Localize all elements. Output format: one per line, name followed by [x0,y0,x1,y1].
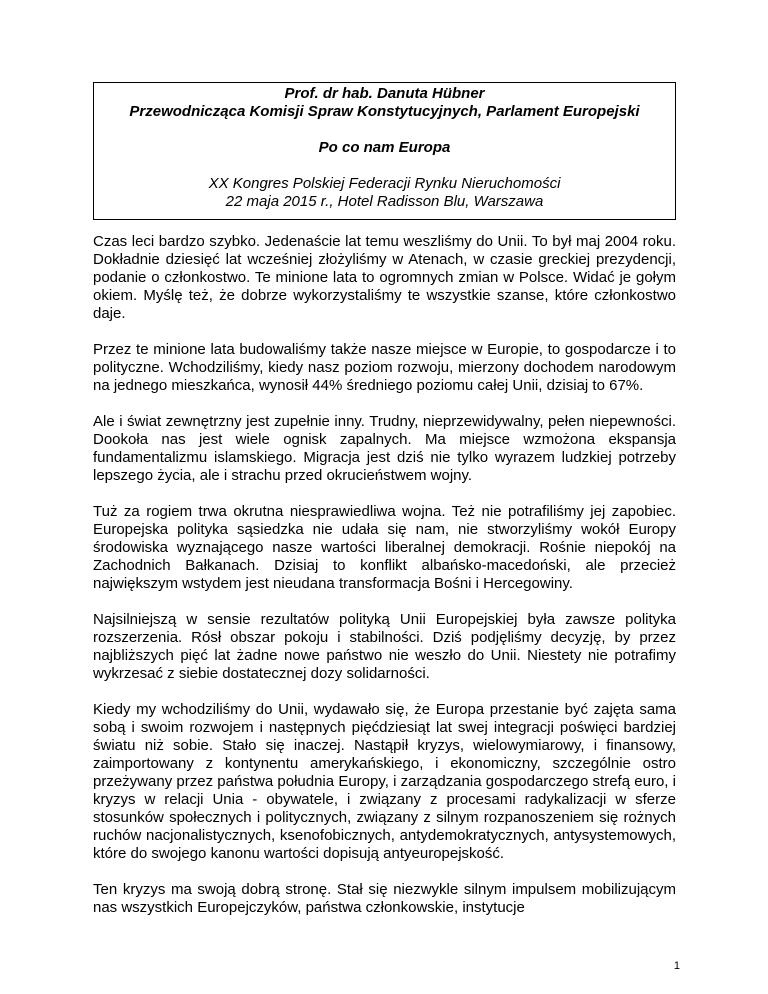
author-position: Przewodnicząca Komisji Spraw Konstytucyjnych, Parlament Europejski [129,103,640,120]
author-name: Prof. dr hab. Danuta Hübner [284,85,485,102]
paragraph: Ten kryzys ma swoją dobrą stronę. Stał się niezwykle silnym impulsem mobilizującym nas wszystkich Europejczyków, państwa członkowskie, instytucje [93,881,676,916]
paragraph: Tuż za rogiem trwa okrutna niesprawiedliwa wojna. Też nie potrafiliśmy jej zapobiec. Europejska polityka sąsiedzka nie udała się nam, nie stworzyliśmy wokół Europy środowiska wyznającego nasze wartości liberalnej demokracji. Rośnie niepokój na Zachodnich Bałkanach. Dzisiaj to konflikt albańsko-macedoński, ale przecież największym wstydem jest nieudana transformacja Bośni i Hercegowiny. [93,503,676,592]
paragraph: Najsilniejszą w sensie rezultatów polityką Unii Europejskiej była zawsze polityka rozszerzenia. Rósł obszar pokoju i stabilności. Dziś podjęliśmy decyzję, by przez najbliższych pięć lat żadne nowe państwo nie weszło do Unii. Niestety nie potrafimy wykrzesać z siebie dostatecznej dozy solidarności. [93,611,676,682]
paragraph: Kiedy my wchodziliśmy do Unii, wydawało się, że Europa przestanie być zajęta sama sobą i swoim rozwojem i następnych pięćdziesiąt lat swej integracji poświęci bardziej światu niż sobie. Stało się inaczej. Nastąpił kryzys, wielowymiarowy, i finansowy, zaimportowany z kontynentu amerykańskiego, i ekonomiczny, szczególnie ostro przeżywany przez państwa południa Europy, i zarządzania gospodarczego strefą euro, i kryzys w relacji Unia - obywatele, i związany z procesami radykalizacji w sferze stosunków społecznych i politycznych, związany z silnym rozpanoszeniem się rożnych ruchów nacjonalistycznych, ksenofobicznych, antydemokratycznych, antysystemowych, które do swojego kanonu wartości dopisują antyeuropejskość. [93,701,676,862]
paragraph: Czas leci bardzo szybko. Jedenaście lat temu weszliśmy do Unii. To był maj 2004 roku. Dokładnie dziesięć lat wcześniej złożyliśmy w Atenach, w czasie greckiej prezydencji, podanie o członkostwo. Te minione lata to ogromnych zmian w Polsce. Widać je gołym okiem. Myślę też, że dobrze wykorzystaliśmy te wszystkie szanse, które członkostwo daje. [93,233,676,322]
page-number: 1 [673,960,680,972]
event-date-place: 22 maja 2015 r., Hotel Radisson Blu, Warszawa [225,193,544,210]
header-box [93,82,676,220]
document-title: Po co nam Europa [318,139,451,156]
paragraph: Ale i świat zewnętrzny jest zupełnie inny. Trudny, nieprzewidywalny, pełen niepewności. Dookoła nas jest wiele ognisk zapalnych. Ma miejsce wzmożona ekspansja fundamentalizmu islamskiego. Migracja jest dziś nie tylko wyrazem ludzkiej potrzeby lepszego życia, ale i strachu przed okrucieństwem wojny. [93,413,676,484]
body-text [93,233,676,935]
event-name: XX Kongres Polskiej Federacji Rynku Nieruchomości [208,175,561,192]
paragraph: Przez te minione lata budowaliśmy także nasze miejsce w Europie, to gospodarcze i to polityczne. Wchodziliśmy, kiedy nasz poziom rozwoju, mierzony dochodem narodowym na jednego mieszkańca, wynosił 44% średniego poziomu całej Unii, dzisiaj to 67%. [93,341,676,394]
